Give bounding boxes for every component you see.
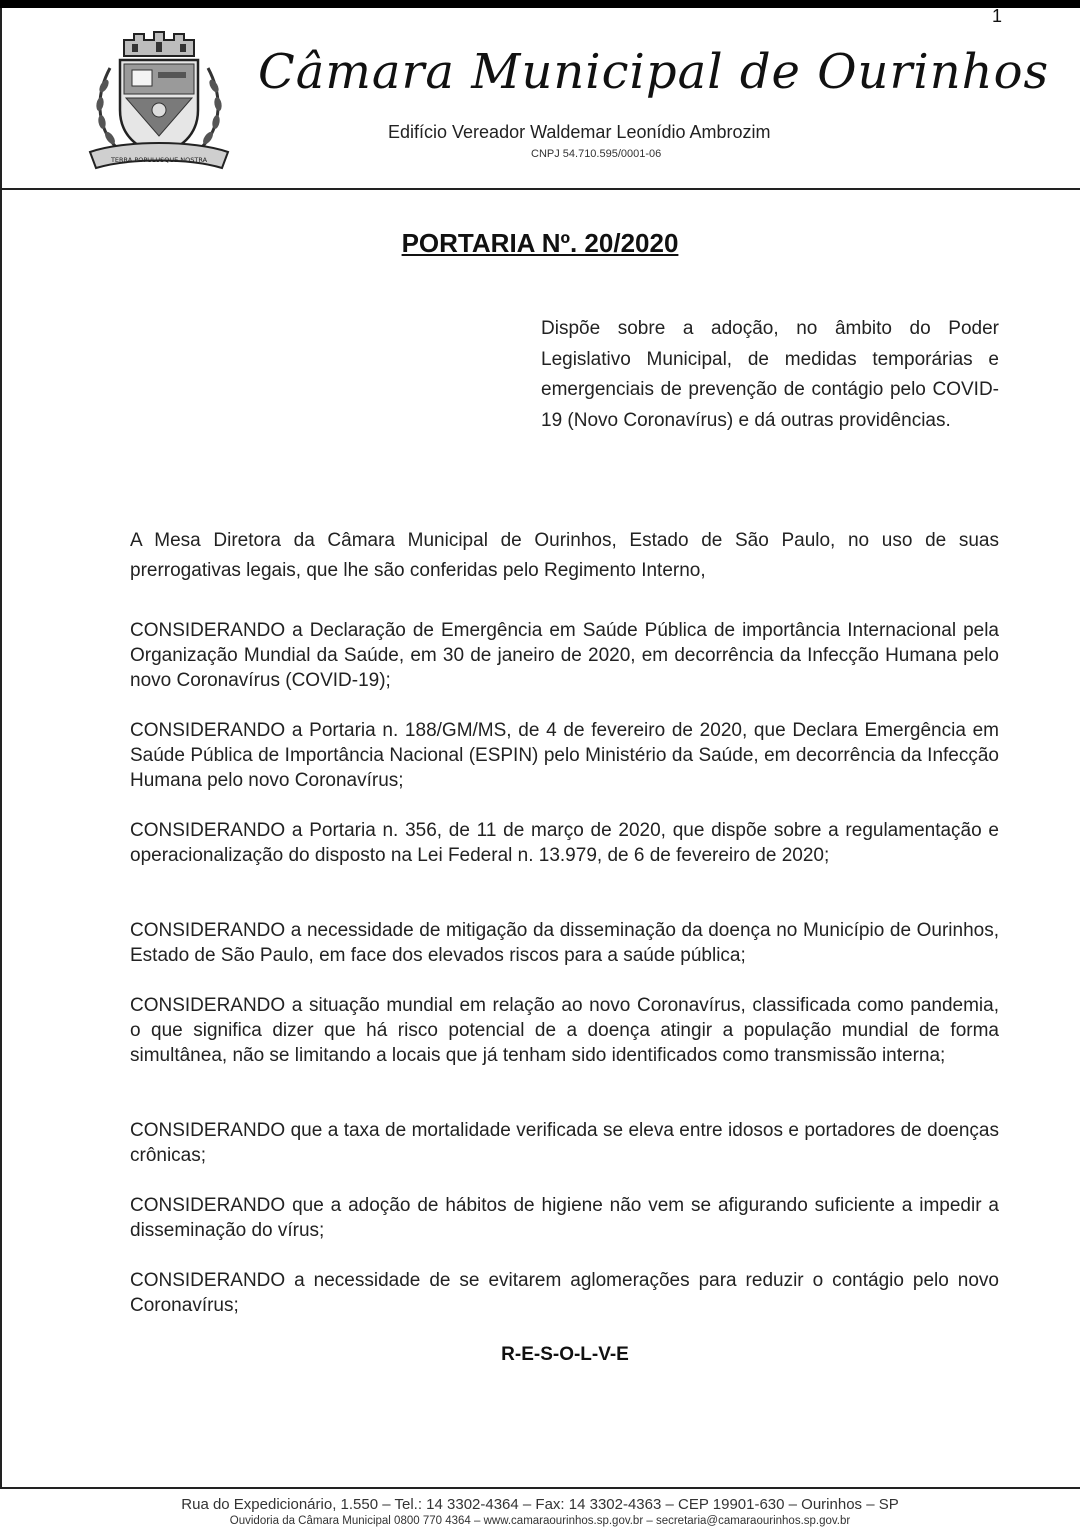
- document-title: PORTARIA Nº. 20/2020: [401, 228, 679, 258]
- considerando-2: CONSIDERANDO a Portaria n. 188/GM/MS, de 4 de fevereiro de 2020, que Declara Emergência em Saúde Pública de Importância Nacional (ESPIN) pelo Ministério da Saúde, em decorrência da Infecção Humana pelo novo Coronavírus;: [130, 720, 999, 791]
- considerando-3: CONSIDERANDO a Portaria n. 356, de 11 de março de 2020, que dispõe sobre a regulamentação e operacionalização do disposto na Lei Federal n. 13.979, de 6 de fevereiro de 2020;: [130, 820, 999, 866]
- footer-contact: Ouvidoria da Câmara Municipal 0800 770 4364 – www.camaraourinhos.sp.gov.br – secretaria@camaraourinhos.sp.gov.br: [229, 1515, 851, 1527]
- institution-name: Câmara Municipal de Ourinhos: [258, 44, 1050, 100]
- header-divider: [0, 188, 1080, 190]
- logo-motto: TERRA POPULUSQUE NOSTRA: [110, 156, 208, 164]
- page-number: 1: [991, 6, 1002, 26]
- coat-of-arms-logo: [84, 28, 234, 180]
- considerando-6: CONSIDERANDO que a taxa de mortalidade verificada se eleva entre idosos e portadores de doenças crônicas;: [130, 1120, 999, 1166]
- cnpj: CNPJ 54.710.595/0001-06: [531, 148, 662, 160]
- considerando-8: CONSIDERANDO a necessidade de se evitarem aglomerações para reduzir o contágio pelo novo Coronavírus;: [130, 1270, 999, 1316]
- top-border: [0, 0, 1080, 8]
- footer-divider: [0, 1487, 1080, 1489]
- considerando-4: CONSIDERANDO a necessidade de mitigação da disseminação da doença no Município de Ourinhos, Estado de São Paulo, em face dos elevados riscos para a saúde pública;: [130, 920, 999, 966]
- ementa: Dispõe sobre a adoção, no âmbito do Poder Legislativo Municipal, de medidas temporárias e emergenciais de prevenção de contágio pelo COVID-19 (Novo Coronavírus) e dá outras providências.: [541, 318, 999, 431]
- considerando-7: CONSIDERANDO que a adoção de hábitos de higiene não vem se afigurando suficiente a impedir a disseminação do vírus;: [130, 1195, 999, 1241]
- considerando-1: CONSIDERANDO a Declaração de Emergência em Saúde Pública de importância Internacional pela Organização Mundial da Saúde, em 30 de janeiro de 2020, em decorrência da Infecção Humana pelo novo Coronavírus (COVID-19);: [130, 620, 999, 691]
- building-name: Edifício Vereador Waldemar Leonídio Ambrozim: [388, 122, 771, 142]
- resolve-heading: R-E-S-O-L-V-E: [501, 1344, 629, 1365]
- footer-address: Rua do Expedicionário, 1.550 – Tel.: 14 3302-4364 – Fax: 14 3302-4363 – CEP 19901-630 – Ourinhos – SP: [181, 1496, 899, 1513]
- preamble: A Mesa Diretora da Câmara Municipal de Ourinhos, Estado de São Paulo, no uso de suas prerrogativas legais, que lhe são conferidas pelo Regimento Interno,: [130, 530, 999, 581]
- considerando-5: CONSIDERANDO a situação mundial em relação ao novo Coronavírus, classificada como pandemia, o que significa dizer que há risco potencial de a doença atingir a população mundial de forma simultânea, não se limitando a locais que já tenham sido identificados como transmissão interna;: [130, 995, 999, 1066]
